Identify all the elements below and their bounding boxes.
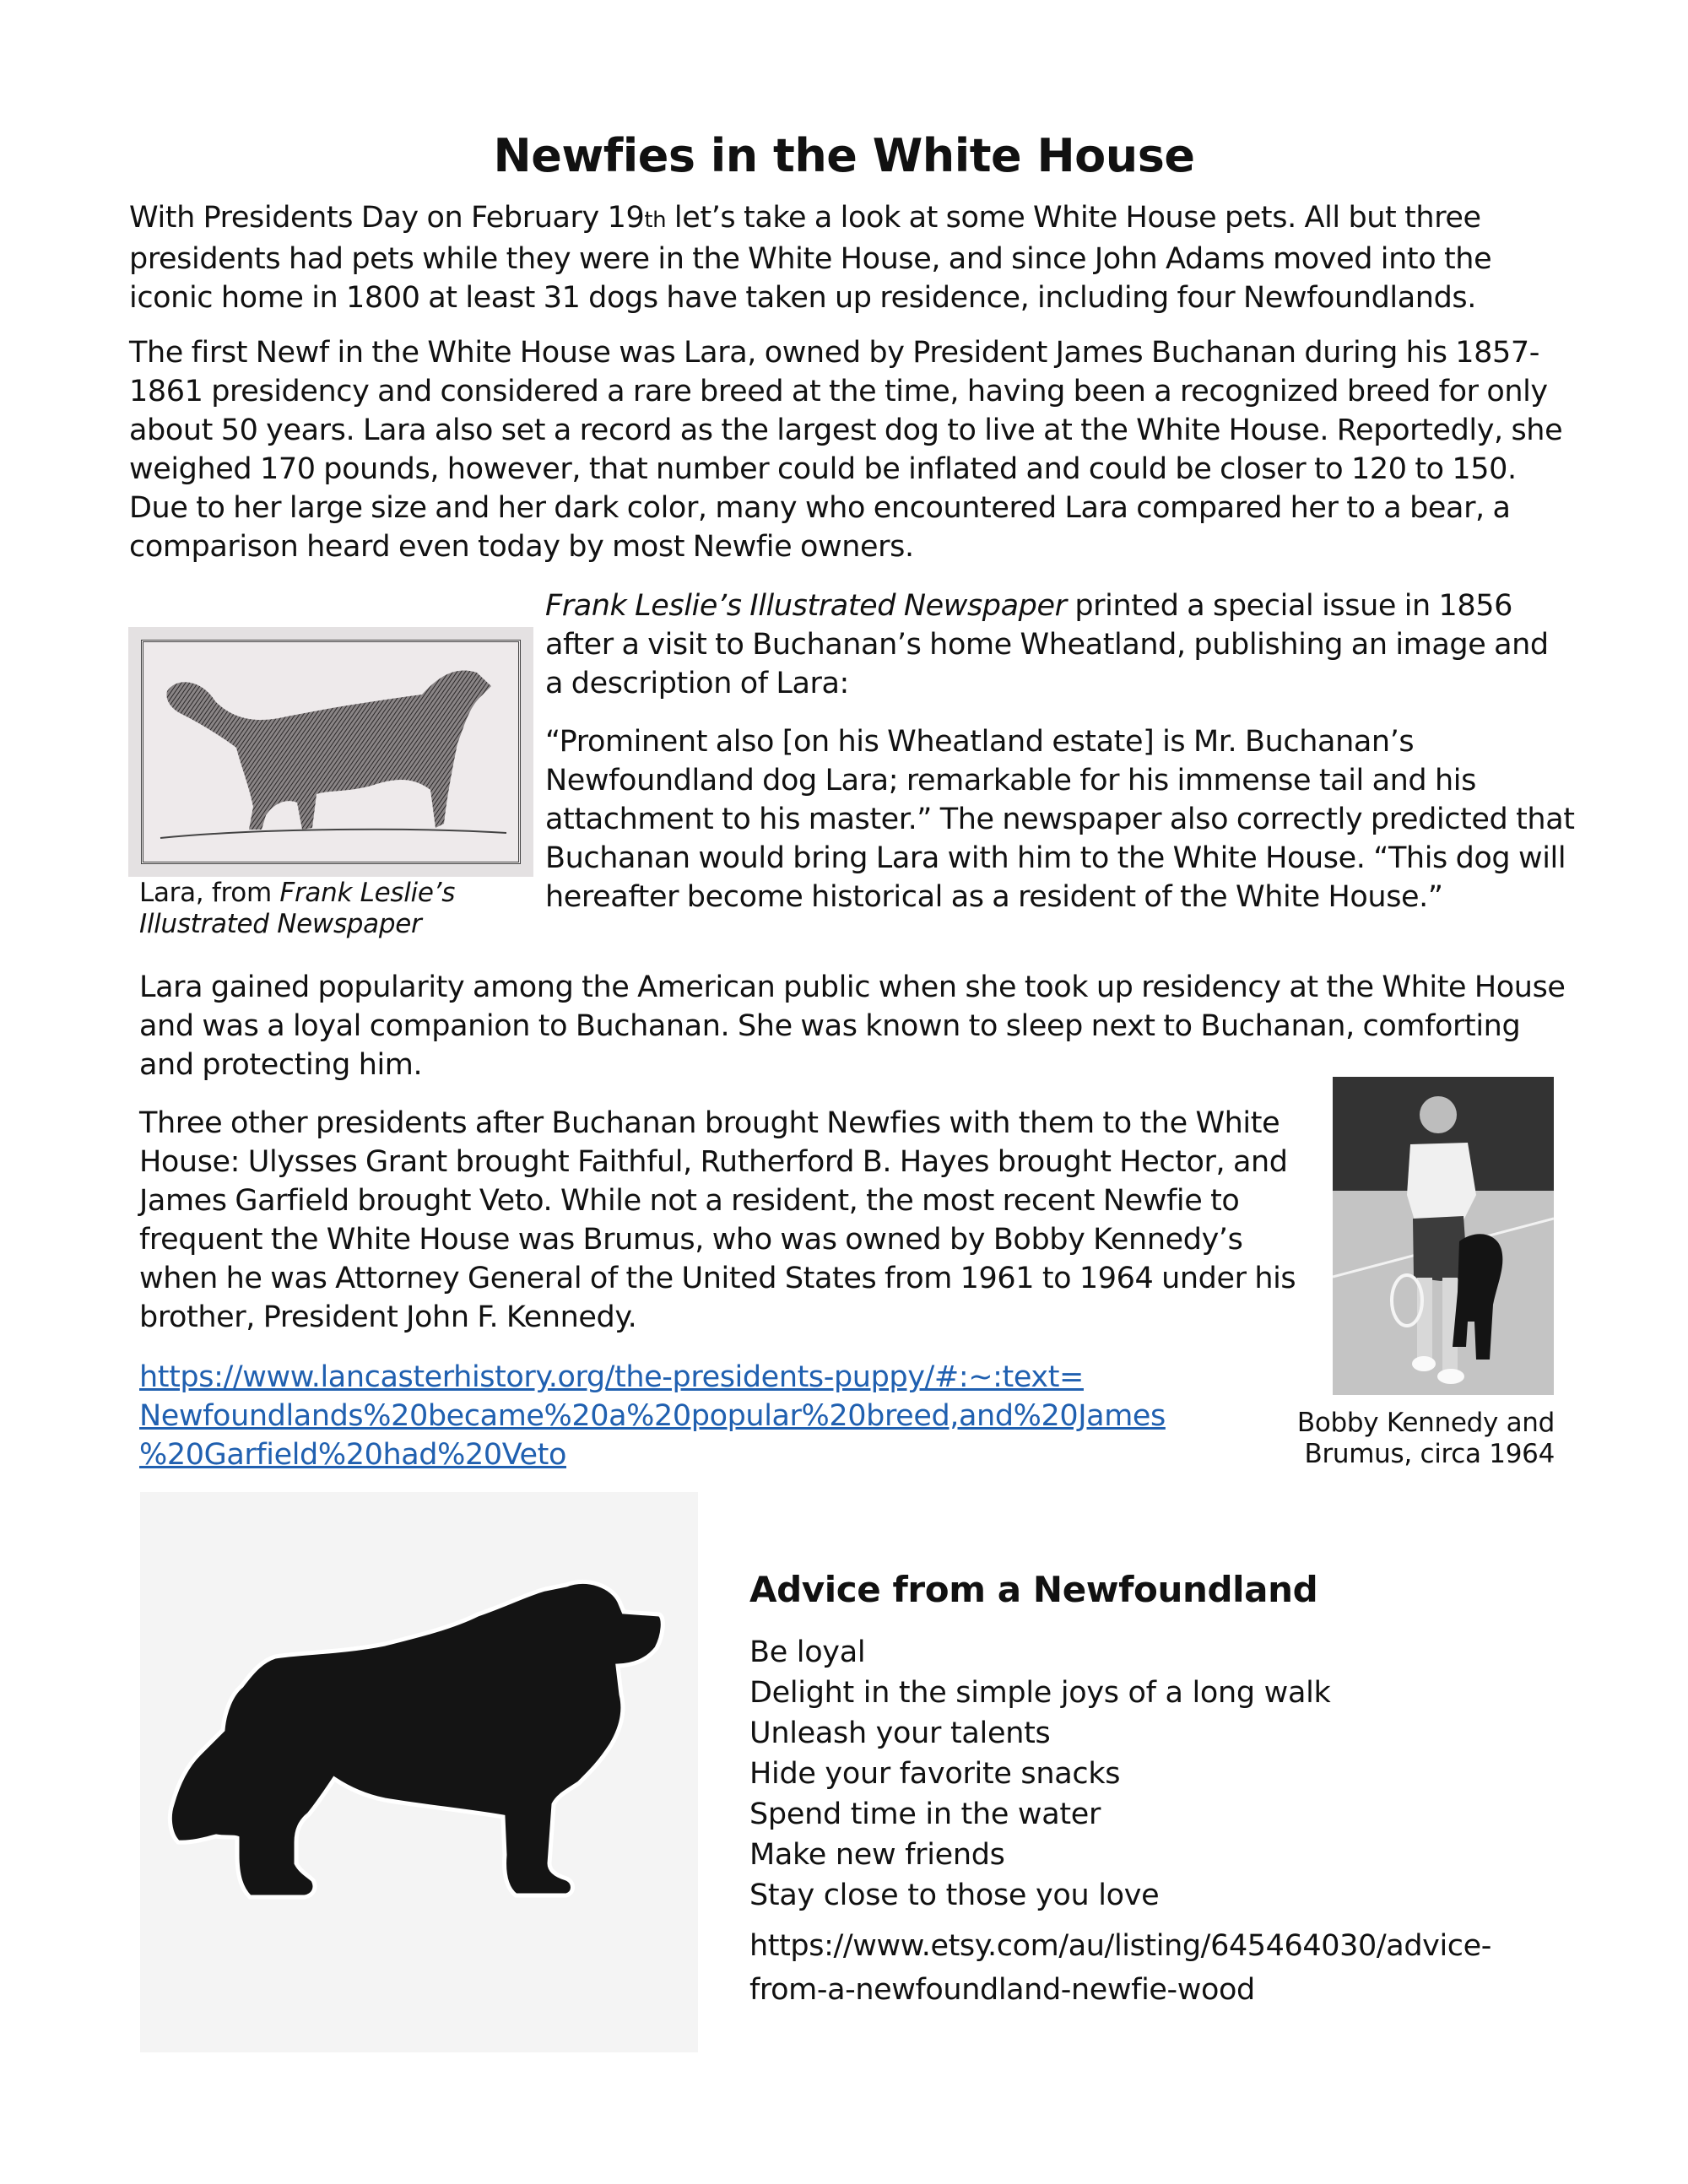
ordinal-suffix: th <box>644 208 667 233</box>
link-line-1: https://www.lancasterhistory.org/the-presidents-puppy/#:~:text= <box>139 1360 1084 1394</box>
leslie-paragraph-text: printed a special issue in 1856 after a visit to Buchanan’s home Wheatland, publishing an image and a description of Lara: <box>545 589 1549 700</box>
engraving-caption-plain: Lara, from <box>139 878 280 908</box>
advice-item: Stay close to those you love <box>749 1879 1160 1912</box>
etsy-source-text <box>749 1924 1577 2012</box>
intro-text-part2: let’s take a look at some White House pets. All but three presidents had pets while they were in the White House, and since John Adams moved into the iconic home in 1800 at least 31 dogs have taken up residence, including four Newfoundlands. <box>129 201 1492 315</box>
engraving-caption-italic: Frank Leslie’s Illustrated Newspaper <box>139 878 456 939</box>
advice-item: Hide your favorite snacks <box>749 1757 1121 1791</box>
advice-heading: Advice from a Newfoundland <box>749 1569 1318 1610</box>
advice-item: Be loyal <box>749 1635 866 1669</box>
lancaster-history-link[interactable] <box>139 1358 1321 1474</box>
lara-engraving-image <box>128 627 533 877</box>
etsy-source-line-2: from-a-newfoundland-newfie-wood <box>749 1973 1255 2007</box>
popularity-paragraph: Lara gained popularity among the American public when she took up residency at the White House and was a loyal companion to Buchanan. She was known to sleep next to Buchanan, comforting and protecting him. <box>139 970 1566 1082</box>
newfoundland-silhouette-image <box>140 1492 698 2052</box>
engraving-dog-icon <box>143 642 518 862</box>
kennedy-caption-line-1: Bobby Kennedy and <box>1296 1408 1555 1438</box>
advice-list <box>749 1632 1560 1916</box>
kennedy-caption-line-2: Brumus, circa 1964 <box>1304 1439 1555 1469</box>
advice-item: Delight in the simple joys of a long walk <box>749 1676 1331 1710</box>
lara-paragraph: The first Newf in the White House was Lara, owned by President James Buchanan during his 1857-1861 presidency and considered a rare breed at the time, having been a recognized breed for only about 50 years. Lara also set a record as the largest dog to live at the White House. Reportedly, she weighed 170 pounds, however, that number could be inflated and could be closer to 120 to 150. Due to her large size and her dark color, many who encountered Lara compared her to a bear, a comparison heard even today by most Newfie owners. <box>129 336 1563 564</box>
intro-text-part1: With Presidents Day on February 19 <box>129 201 645 235</box>
link-line-3: %20Garfield%20had%20Veto <box>139 1438 567 1472</box>
dog-silhouette-icon <box>140 1492 698 2052</box>
link-line-2: Newfoundlands%20became%20a%20popular%20breed,and%20James <box>139 1399 1166 1433</box>
page-title: Newfies in the White House <box>493 129 1195 182</box>
etsy-source-line-1: https://www.etsy.com/au/listing/645464030/advice- <box>749 1929 1491 1963</box>
kennedy-photo-caption <box>1249 1408 1555 1470</box>
intro-paragraph <box>129 198 1581 317</box>
kennedy-brumus-photo <box>1333 1077 1554 1395</box>
advice-item: Spend time in the water <box>749 1797 1101 1831</box>
engraving-caption <box>139 878 528 940</box>
newspaper-title: Frank Leslie’s Illustrated Newspaper <box>545 589 1067 623</box>
advice-item: Unleash your talents <box>749 1716 1051 1750</box>
advice-item: Make new friends <box>749 1838 1005 1872</box>
quote-paragraph: “Prominent also [on his Wheatland estate] is Mr. Buchanan’s Newfoundland dog Lara; remarkable for his immense tail and his attachment to his master.” The newspaper also correctly predicted that Buchanan would bring Lara with him to the White House. “This dog will hereafter become historical as a resident of the White House.” <box>545 725 1575 914</box>
kennedy-photo-illustration <box>1333 1077 1554 1395</box>
engraving-frame <box>141 640 521 864</box>
leslie-paragraph <box>545 587 1558 703</box>
other-presidents-paragraph: Three other presidents after Buchanan brought Newfies with them to the White House: Ulysses Grant brought Faithful, Rutherford B. Hayes brought Hector, and James Garfield brought Veto. While not a resident, the most recent Newfie to frequent the White House was Brumus, who was owned by Bobby Kennedy’s when he was Attorney General of the United States from 1961 to 1964 under his brother, President John F. Kennedy. <box>139 1106 1296 1334</box>
